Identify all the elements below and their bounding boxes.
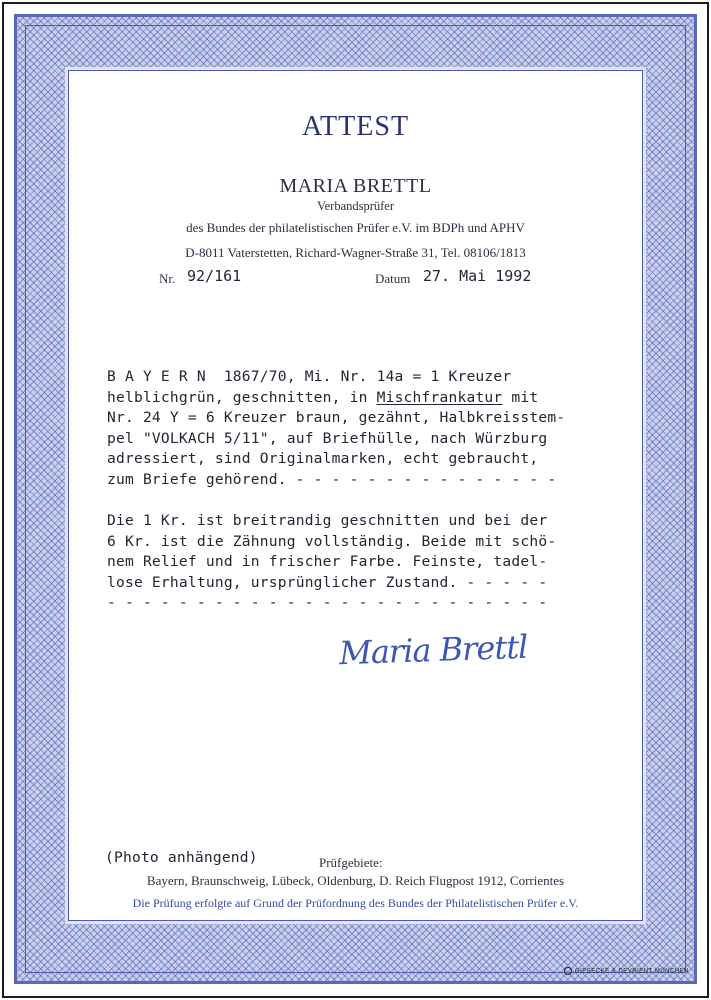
printer-logo-icon [564, 967, 572, 975]
certificate-number: 92/161 [187, 267, 242, 285]
certificate-body [68, 70, 643, 921]
number-label: Nr. [159, 271, 176, 286]
examiner-role: Verbandsprüfer [316, 199, 395, 213]
description-line: B A Y E R N 1867/70, Mi. Nr. 14a = 1 Kreuzer [107, 368, 512, 385]
certificate-title: ATTEST [301, 111, 410, 142]
pruefgebiete-list: Bayern, Braunschweig, Lübeck, Oldenburg, D. Reich Flugpost 1912, Corrientes [146, 873, 565, 888]
pruefgebiete-label: Prüfgebiete: [319, 855, 383, 870]
printer-name: GIESECKE & DEVRIENT MÜNCHEN [574, 968, 689, 975]
condition-line: Die 1 Kr. ist breitrandig geschnitten und bei der [107, 512, 548, 529]
condition-line: lose Erhaltung, ursprünglicher Zustand. - - - - - [107, 573, 548, 591]
examination-notice: Die Prüfung erfolgte auf Grund der Prüfordnung des Bundes der Philatelistischen Prüfer e.V. [132, 896, 579, 910]
condition-line: - - - - - - - - - - - - - - - - - - - - - - - - - [107, 594, 548, 612]
description-block [107, 367, 565, 491]
condition-line: nem Relief und in frischer Farbe. Feinste, tadel- [107, 553, 548, 571]
description-line: helblichgrün, geschnitten, in Mischfrankatur mit [107, 388, 539, 406]
certificate-date: 27. Mai 1992 [423, 267, 532, 285]
description-line: Nr. 24 Y = 6 Kreuzer braun, gezähnt, Halbkreisstem- [107, 409, 566, 427]
printer-imprint [564, 967, 689, 975]
underlined-term: Mischfrankatur [376, 388, 503, 406]
handwritten-signature: Maria Brettl [338, 627, 528, 673]
description-line: adressiert, sind Originalmarken, echt gebraucht, [107, 450, 539, 468]
date-label: Datum [375, 271, 411, 286]
examiner-address: D-8011 Vaterstetten, Richard-Wagner-Straße 31, Tel. 08106/1813 [185, 245, 526, 260]
examiner-name: MARIA BRETTL [279, 175, 432, 197]
description-line: pel "VOLKACH 5/11", auf Briefhülle, nach Würzburg [107, 429, 548, 447]
condition-line: 6 Kr. ist die Zähnung vollständig. Beide mit schö- [107, 532, 557, 550]
condition-block [107, 511, 556, 614]
description-line: zum Briefe gehörend. - - - - - - - - - - - - - - - [107, 470, 557, 488]
photo-note: (Photo anhängend) [105, 849, 258, 866]
examiner-association: des Bundes der philatelistischen Prüfer e.V. im BDPh und APHV [186, 220, 525, 235]
